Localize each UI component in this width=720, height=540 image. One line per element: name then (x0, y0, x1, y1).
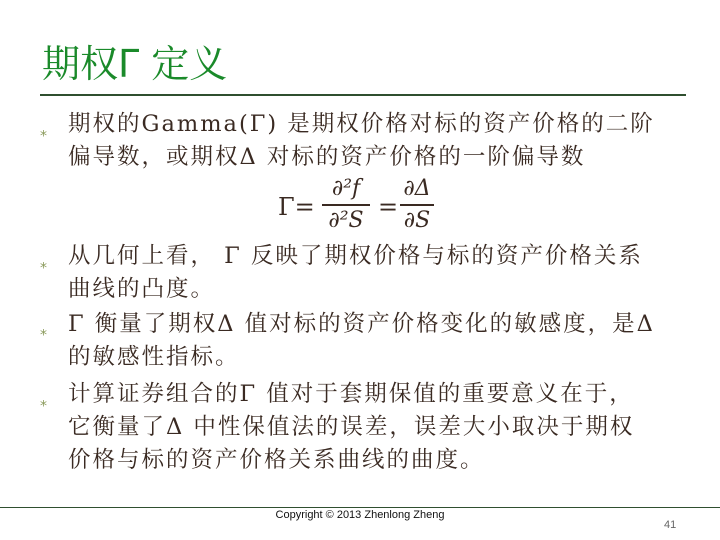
fraction-denominator: ∂S (403, 208, 431, 233)
paragraph-geometric-meaning (68, 240, 688, 306)
slide-title: 期权Γ 定义 (42, 42, 228, 86)
paragraph-delta-sensitivity (68, 308, 688, 374)
formula-fraction-second-derivative (322, 174, 370, 236)
bullet-icon: ⁎ (40, 394, 47, 410)
page-number: 41 (664, 519, 677, 531)
paragraph-line: Γ 衡量了期权Δ 值对标的资产价格变化的敏感度，是Δ (68, 311, 655, 337)
formula-equals: = (378, 193, 399, 221)
formula-fraction-delta-derivative (400, 174, 434, 236)
paragraph-line: 计算证券组合的Γ 值对于套期保值的重要意义在于， (68, 381, 634, 407)
paragraph-line: 价格与标的资产价格关系曲线的曲度。 (68, 447, 485, 473)
fraction-numerator: ∂Δ (403, 176, 431, 201)
paragraph-line: 它衡量了Δ 中性保值法的误差，误差大小取决于期权 (68, 414, 635, 440)
paragraph-line: 的敏感性指标。 (68, 344, 240, 370)
title-divider (40, 94, 686, 96)
paragraph-hedging-significance (68, 378, 688, 477)
bullet-icon: ⁎ (40, 323, 47, 339)
paragraph-line: 期权的Gamma(Γ) 是期权价格对标的资产价格的二阶 (68, 111, 655, 137)
paragraph-line: 曲线的凸度。 (68, 276, 216, 302)
paragraph-line: 偏导数，或期权Δ 对标的资产价格的一阶偏导数 (68, 144, 586, 170)
copyright-notice: Copyright © 2013 Zhenlong Zheng (275, 509, 445, 521)
paragraph-line: 从几何上看， Γ 反映了期权价格与标的资产价格关系 (68, 243, 643, 269)
bullet-icon: ⁎ (40, 124, 47, 140)
bullet-icon: ⁎ (40, 256, 47, 272)
paragraph-gamma-definition (68, 108, 688, 174)
fraction-denominator: ∂²S (328, 208, 364, 233)
fraction-numerator: ∂²f (331, 176, 361, 201)
formula-lhs: Γ= (278, 193, 315, 221)
